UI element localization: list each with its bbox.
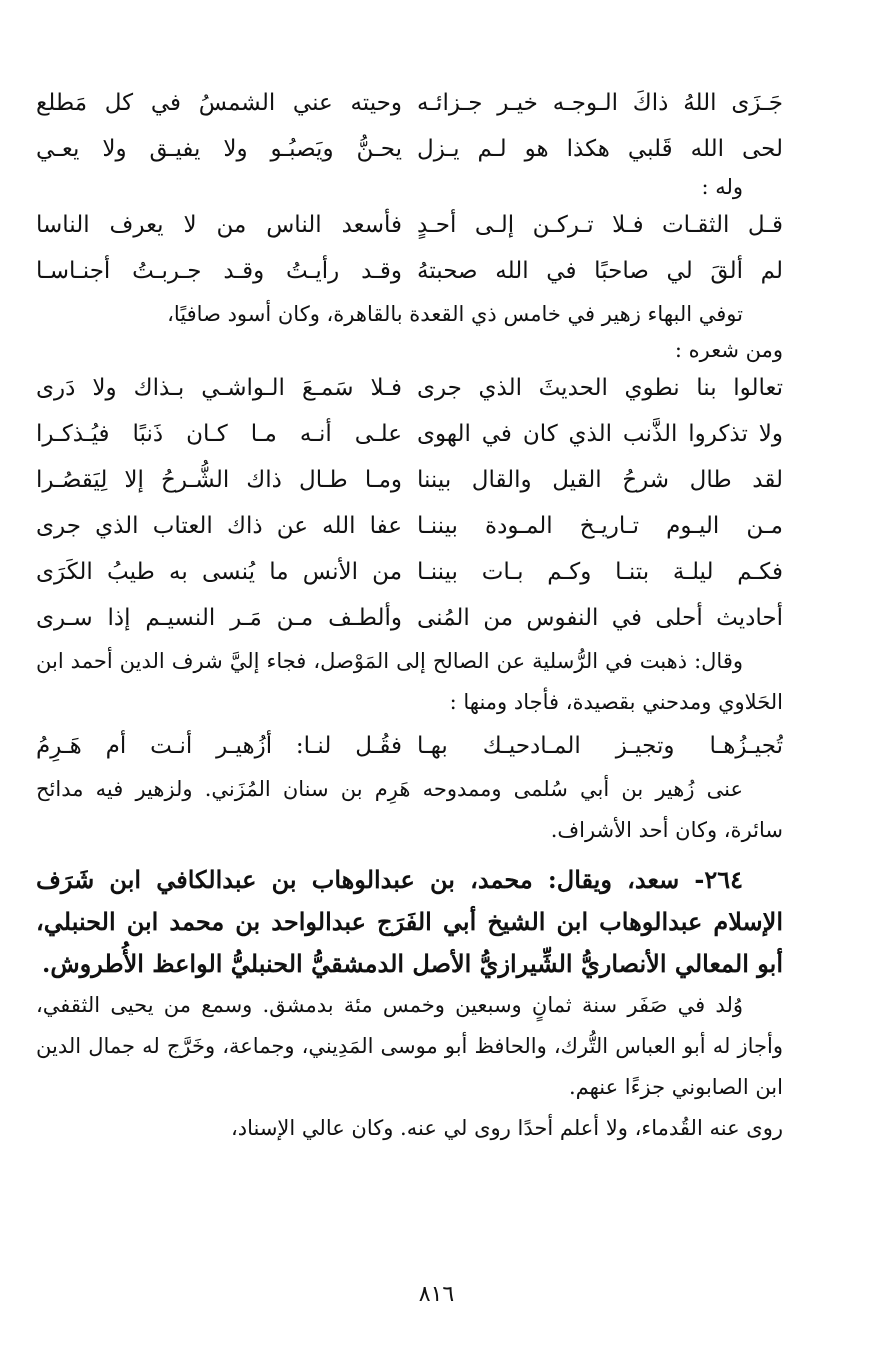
page-number: ٨١٦ <box>418 1282 455 1307</box>
verse-first-hemistich: لقد طال شرحُ القيل والقال بيننا <box>416 467 783 493</box>
verse-second-hemistich: من الأنس ما يُنسى به طيبُ الكَرَى <box>36 559 403 585</box>
verse-first-hemistich: جَـزَى اللهُ ذاكَ الـوجـه خيـر جـزائـه <box>416 90 783 116</box>
poem-label: وله : <box>701 175 743 199</box>
verse-line <box>36 202 783 248</box>
verse-second-hemistich: عفا الله عن ذاك العتاب الذي جرى <box>36 513 403 539</box>
verse-line <box>36 723 783 769</box>
verse-line <box>36 595 783 641</box>
verse-first-hemistich: مـن اليـوم تـاريـخ المـودة بيننـا <box>416 513 783 539</box>
verse-second-hemistich: فـلا سَمـعَ الـواشـي بـذاك ولا دَرى <box>36 375 403 401</box>
verse-second-hemistich: ومـا طـال ذاك الشُّـرحُ إلا لِيَقصُـرا <box>36 467 403 493</box>
verse-line <box>36 80 783 126</box>
verse-line <box>36 248 783 294</box>
verse-second-hemistich: فقُـل لنـا: أزُهيـر أنـت أم هَـرِمُ <box>36 733 403 759</box>
prose-paragraph: وُلد في صَفَر سنة ثمانٍ وسبعين وخمس مئة بدمشق. وسمع من يحيى الثقفي، وأجاز له أبو العباس التُّرك، والحافظ أبو موسى المَدِيني، وجماعة، وخَرَّج له جمال الدين ابن الصابوني جزءًا عنهم. <box>36 993 783 1099</box>
verse-second-hemistich: علـى أنـه مـا كـان ذَنبًا فيُـذكـرا <box>36 421 403 447</box>
verse-line <box>36 126 783 172</box>
prose-paragraph: توفي البهاء زهير في خامس ذي القعدة بالقاهرة، وكان أسود صافيًا، <box>167 302 743 326</box>
page-body <box>36 80 783 1149</box>
verse-second-hemistich: وحيته عني الشمسُ في كل مَطلع <box>36 90 403 116</box>
verse-second-hemistich: فأسعد الناس من لا يعرف الناسا <box>36 212 403 238</box>
verse-line <box>36 549 783 595</box>
verse-line <box>36 457 783 503</box>
verse-first-hemistich: ولا تذكروا الذَّنب الذي كان في الهوى <box>416 421 783 447</box>
verse-first-hemistich: تعالوا بنا نطوي الحديثَ الذي جرى <box>416 375 783 401</box>
verse-second-hemistich: يحـنُّ ويَصبُـو ولا يفيـق ولا يعـي <box>36 136 403 162</box>
prose-paragraph: وقال: ذهبت في الرُّسلية عن الصالح إلى المَوْصل، فجاء إليَّ شرف الدين أحمد ابن الحَلاوي ومدحني بقصيدة، فأجاد ومنها : <box>36 649 783 714</box>
verse-first-hemistich: تُجيـزُهـا وتجيـز المـادحيـك بهـا <box>416 733 783 759</box>
verse-first-hemistich: أحاديث أحلى في النفوس من المُنى <box>416 605 783 631</box>
entry-heading: ٢٦٤- سعد، ويقال: محمد، بن عبدالوهاب بن عبدالكافي ابن شَرَف الإسلام عبدالوهاب ابن الشيخ أبي الفَرَج عبدالواحد بن محمد ابن الحنبلي، أبو المعالي الأنصاريُّ الشِّيرازيُّ الأصل الدمشقيُّ الحنبليُّ الواعظ الأُطروش. <box>36 865 783 978</box>
verse-second-hemistich: وقـد رأيـتُ وقـد جـربـتُ أجنـاسـا <box>36 258 403 284</box>
verse-second-hemistich: وألطـف مـن مَـر النسيـم إذا سـرى <box>36 605 403 631</box>
poem-label: ومن شعره : <box>674 338 783 362</box>
verse-first-hemistich: فكـم ليلـة بتنـا وكـم بـات بيننـا <box>416 559 783 585</box>
verse-line <box>36 365 783 411</box>
verse-line <box>36 503 783 549</box>
verse-first-hemistich: لم ألقَ لي صاحبًا في الله صحبتهُ <box>416 258 783 284</box>
prose-paragraph: روى عنه القُدماء، ولا أعلم أحدًا روى لي عنه. وكان عالي الإسناد، <box>230 1116 783 1140</box>
verse-first-hemistich: لحى الله قَلبي هكذا هو لـم يـزل <box>416 136 783 162</box>
prose-paragraph: عنى زُهير بن أبي سُلمى وممدوحه هَرِم بن سنان المُزَني. ولزهير فيه مدائح سائرة، وكان أحد الأشراف. <box>36 777 783 842</box>
verse-first-hemistich: قـل الثقـات فـلا تـركـن إلـى أحـدٍ <box>416 212 783 238</box>
verse-line <box>36 411 783 457</box>
